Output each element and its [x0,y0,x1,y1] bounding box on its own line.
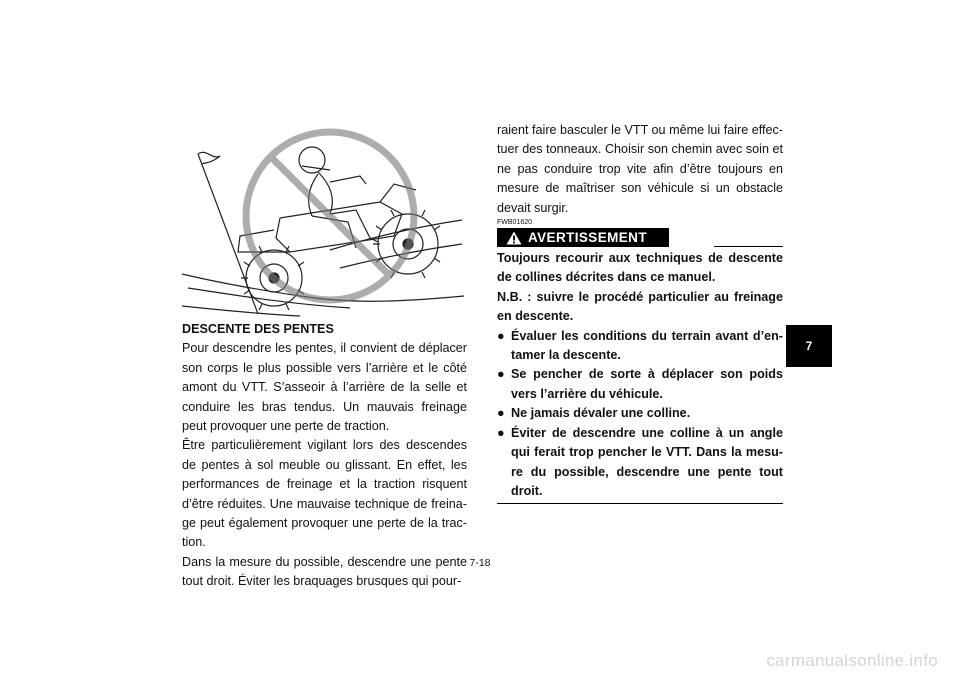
watermark: carmanualsonline.info [766,651,938,670]
body-paragraph: raient faire basculer le VTT ou même lui faire effec-tuer des tonneaux. Choisir son chemin avec soin et ne pas conduire trop vite afin d’être toujours en mesure de maîtriser son véhicule si un obstacle devait surgir. [497,123,783,215]
note-text: N.B. : suivre le procédé particulier au freinage en descente. [497,289,783,324]
list-item: ● Évaluer les conditions du terrain avant d’en-tamer la descente. [497,328,783,363]
bullet-icon: ● [497,367,505,382]
warning-bullet-list [497,327,783,502]
body-paragraph: Pour descendre les pentes, il convient de déplacer son corps le plus possible vers l’arrière et le côté amont du VTT. S’asseoir à l’arrière de la selle et conduire les bras tendus. Un mauvais freinage peut provoquer une perte de traction. [182,341,467,434]
warning-bottom-rule [497,503,783,504]
bullet-icon: ● [497,425,505,440]
warning-body [497,249,783,504]
warning-label: AVERTISSEMENT [528,229,647,245]
warning-label-box [497,228,669,247]
warning-header [497,228,783,249]
bullet-icon: ● [497,328,505,343]
list-item: ● Se pencher de sorte à déplacer son poids vers l’arrière du véhicule. [497,367,783,401]
atv-descent-prohibited-illustration [180,118,466,318]
bullet-icon: ● [497,406,505,421]
right-column [497,121,783,504]
reference-code: FWB01620 [497,219,533,227]
warning-text: Toujours recourir aux techniques de descente de collines décrites dans ce manuel. [497,251,783,285]
section-heading: DESCENTE DES PENTES [182,322,334,336]
list-item: ● Ne jamais dévaler une colline. [497,404,783,423]
list-item: ● Éviter de descendre une colline à un angle qui ferait trop pencher le VTT. Dans la mesu-re du possible, descendre une pente tout droit. [497,425,783,498]
left-column [182,320,467,592]
page-number: 7-18 [469,557,491,569]
body-paragraph: Dans la mesure du possible, descendre une pente tout droit. Éviter les braquages brusques qui pour- [182,554,467,589]
warning-top-rule [714,246,783,247]
body-paragraph: Être particulièrement vigilant lors des descendes de pentes à sol meuble ou glissant. En effet, les performances de freinage et la traction risquent d’être réduites. Une mauvaise technique de freina-ge peut également provoquer une perte de la trac-tion. [182,438,467,550]
chapter-tab: 7 [786,325,832,367]
warning-triangle-icon [506,231,522,245]
